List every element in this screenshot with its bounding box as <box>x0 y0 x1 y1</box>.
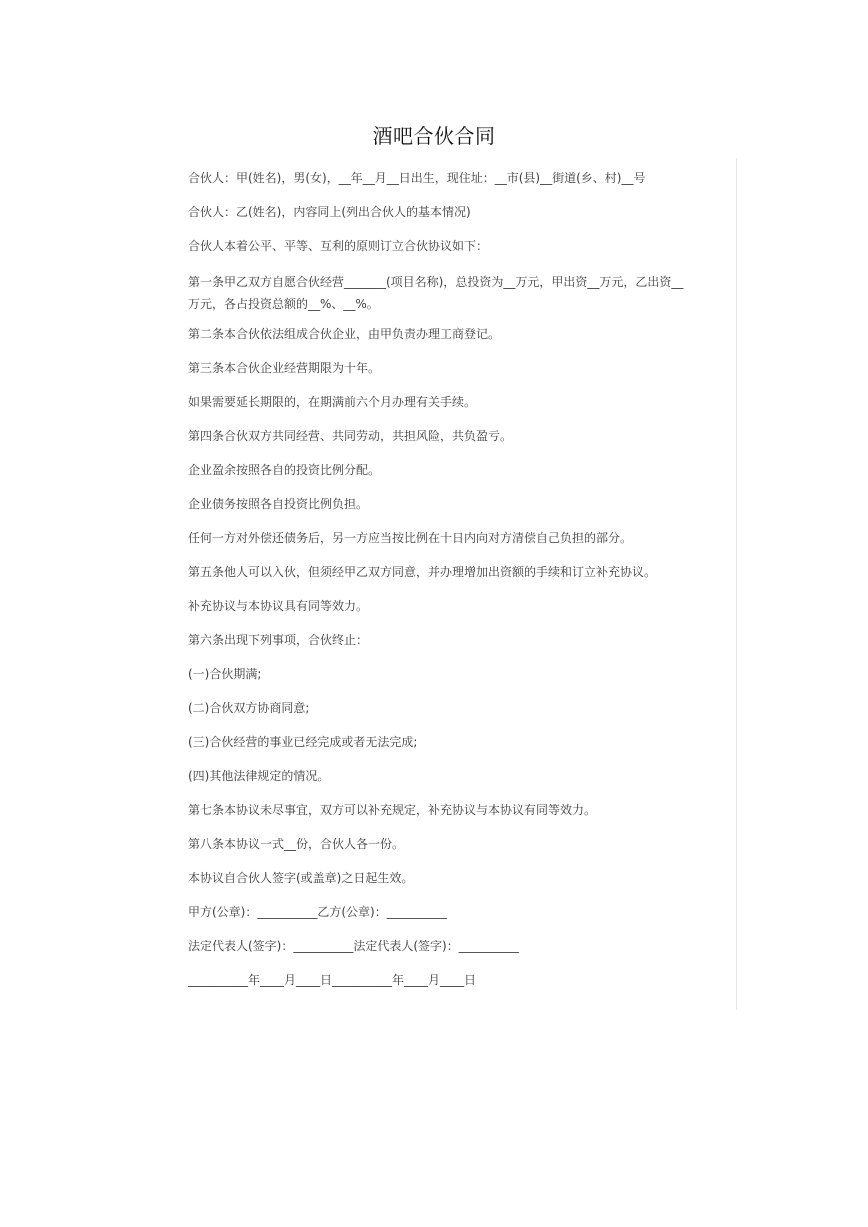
list-item: (四)其他法律规定的情况。 <box>188 769 330 783</box>
paragraph: 本协议自合伙人签字(或盖章)之日起生效。 <box>188 871 414 885</box>
date-line: __________年____月____日__________年____月____日 <box>188 973 477 987</box>
paragraph: 第二条本合伙依法组成合伙企业，由甲负责办理工商登记。 <box>188 327 501 341</box>
page-margin-rule <box>736 158 737 1010</box>
list-item: (三)合伙经营的事业已经完成或者无法完成; <box>188 735 418 749</box>
paragraph: 合伙人本着公平、平等、互利的原则订立合伙协议如下： <box>188 239 489 253</box>
paragraph: 第一条甲乙双方自愿合伙经营_______(项目名称)，总投资为__万元，甲出资__万元，乙出资__万元，各占投资总额的__%、__%。 <box>188 275 684 311</box>
paragraph: 第六条出现下列事项，合伙终止： <box>188 633 369 647</box>
list-item: (一)合伙期满; <box>188 667 262 681</box>
paragraph: 企业盈余按照各自的投资比例分配。 <box>188 463 381 477</box>
signature-line: 法定代表人(签字)：__________法定代表人(签字)：__________ <box>188 939 519 953</box>
paragraph: 合伙人：甲(姓名)，男(女)，__年__月__日出生，现住址：__市(县)__街道(乡、村)__号 <box>188 171 646 185</box>
paragraph: 补充协议与本协议具有同等效力。 <box>188 599 369 613</box>
paragraph: 第三条本合伙企业经营期限为十年。 <box>188 361 381 375</box>
paragraph: 任何一方对外偿还债务后，另一方应当按比例在十日内向对方清偿自己负担的部分。 <box>188 531 633 545</box>
paragraph: 第四条合伙双方共同经营、共同劳动，共担风险，共负盈亏。 <box>188 429 513 443</box>
list-item: (二)合伙双方协商同意; <box>188 701 310 715</box>
paragraph: 第八条本协议一式__份，合伙人各一份。 <box>188 837 405 851</box>
paragraph: 企业债务按照各自投资比例负担。 <box>188 497 369 511</box>
paragraph: 合伙人：乙(姓名)，内容同上(列出合伙人的基本情况) <box>188 205 471 219</box>
paragraph: 第五条他人可以入伙，但须经甲乙双方同意，并办理增加出资额的手续和订立补充协议。 <box>188 565 657 579</box>
signature-line: 甲方(公章)：__________乙方(公章)：__________ <box>188 905 447 919</box>
document-title: 酒吧合伙合同 <box>372 124 496 148</box>
document-body <box>188 169 688 1005</box>
paragraph: 如果需要延长期限的，在期满前六个月办理有关手续。 <box>188 395 477 409</box>
paragraph: 第七条本协议未尽事宜，双方可以补充规定，补充协议与本协议有同等效力。 <box>188 803 597 817</box>
